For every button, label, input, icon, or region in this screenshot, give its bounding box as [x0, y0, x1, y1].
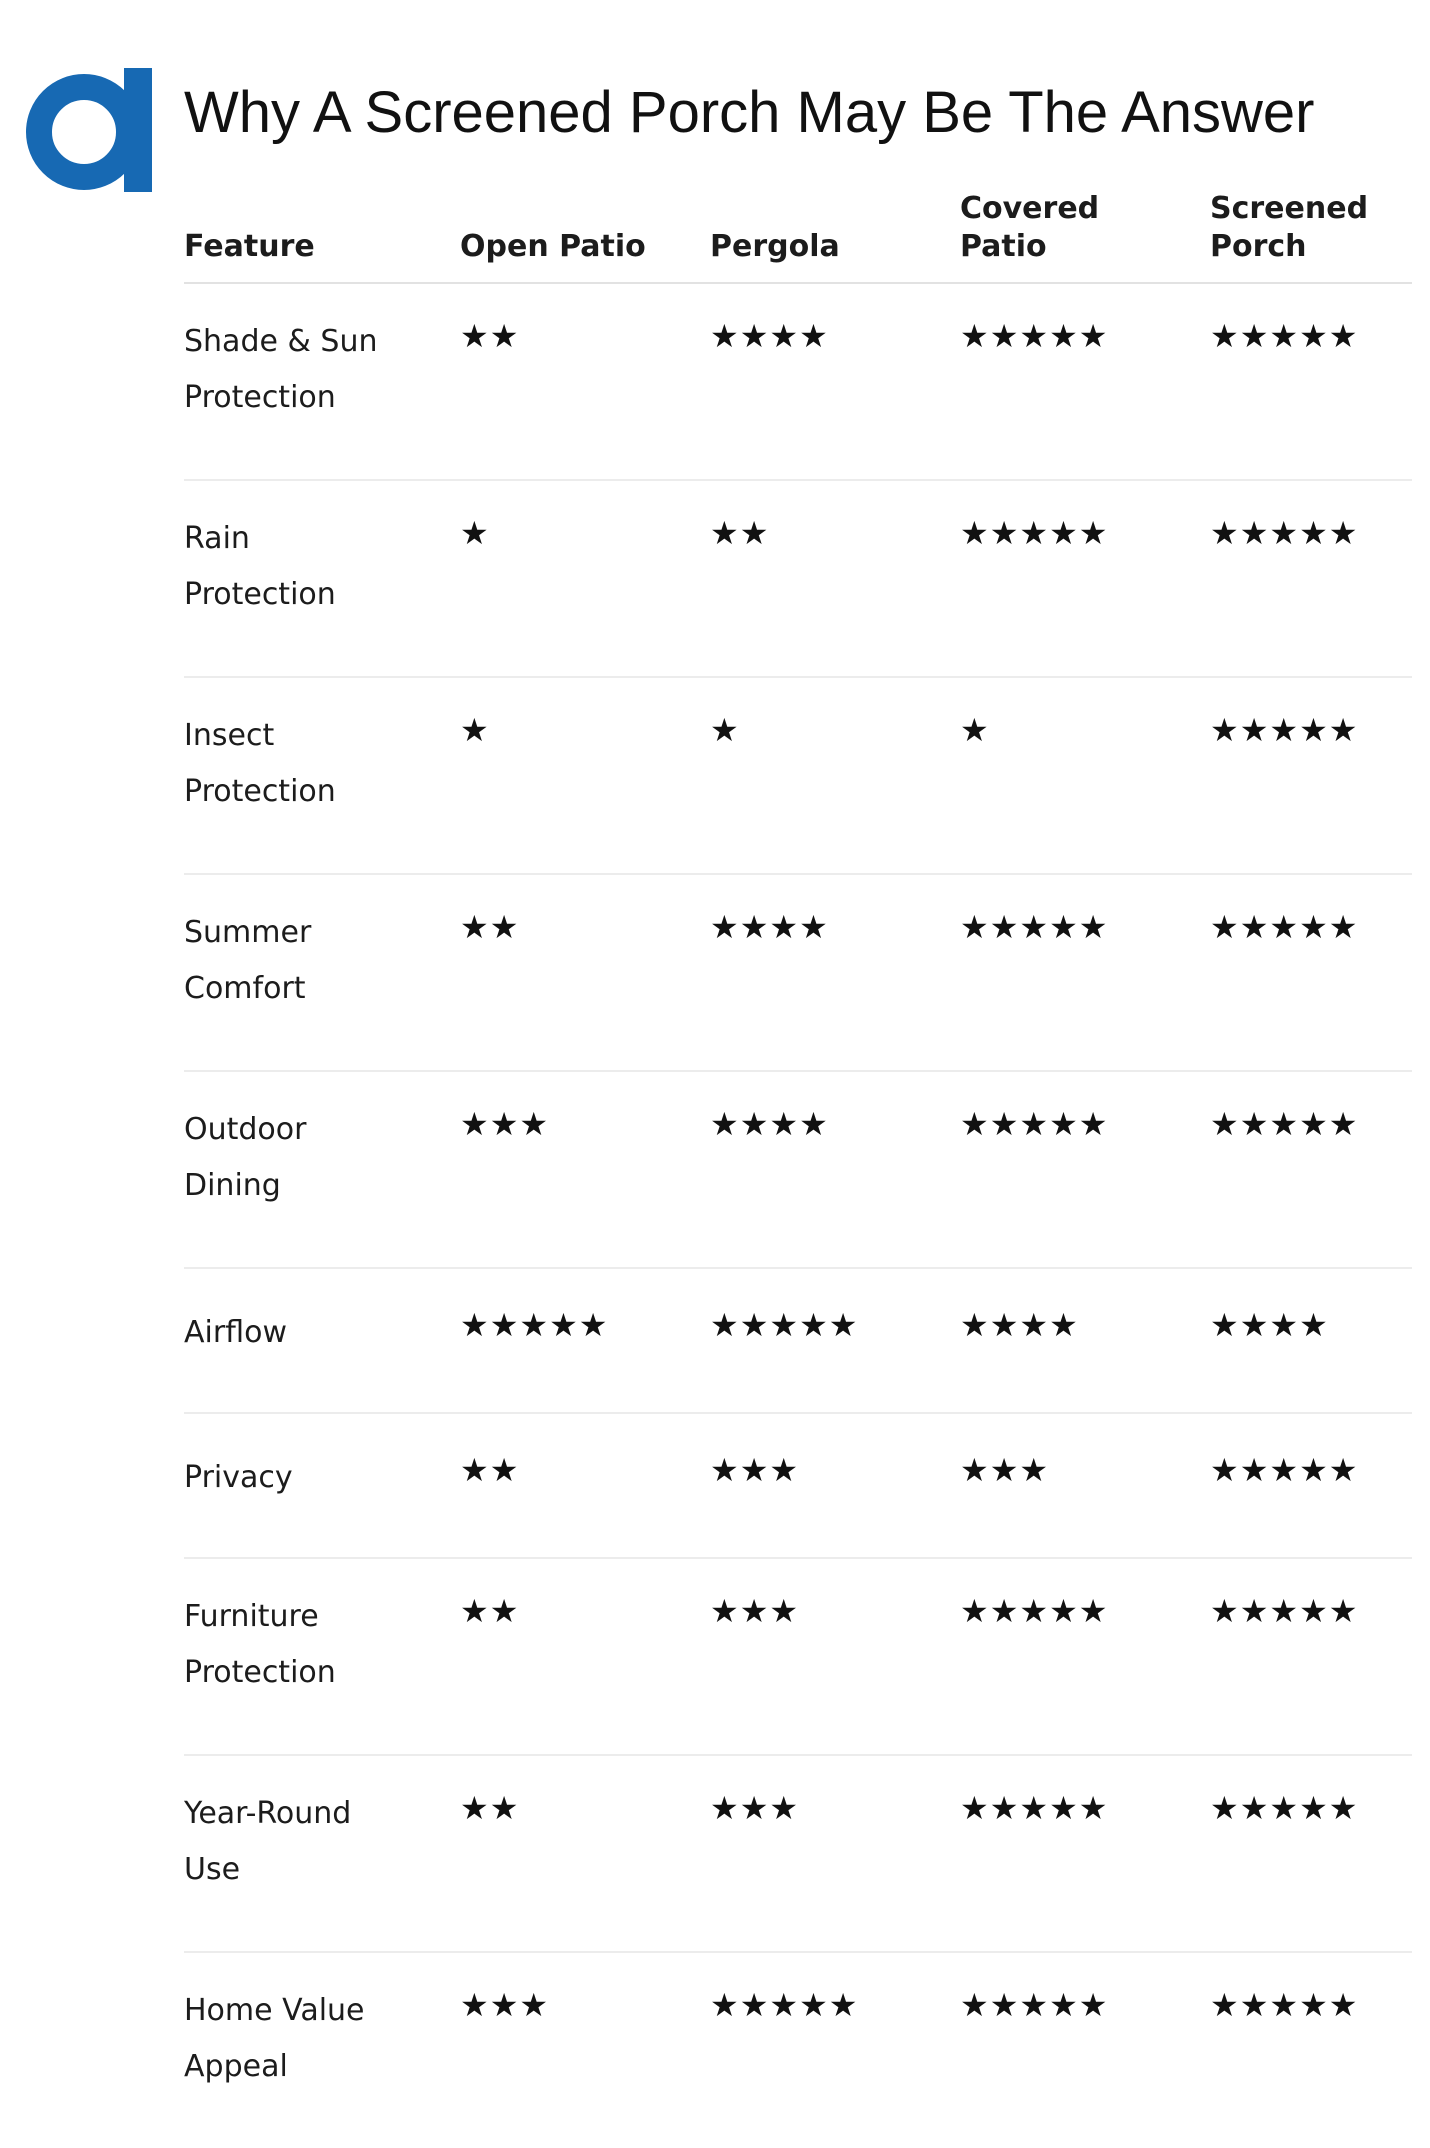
table-row — [184, 1413, 1412, 1558]
star-icon: ★ — [1299, 1986, 1329, 2024]
star-icon: ★ — [460, 1451, 490, 1489]
logo-bowl — [39, 87, 129, 177]
table-row — [184, 480, 1412, 677]
star-icon: ★ — [710, 317, 740, 355]
star-icon: ★ — [1019, 1451, 1050, 1489]
star-icon: ★ — [769, 1592, 800, 1630]
star-icon: ★ — [799, 908, 829, 946]
star-icon: ★ — [519, 1986, 550, 2024]
feature-label: Shade & Sun Protection — [184, 324, 378, 415]
rating-screened-porch — [1210, 283, 1412, 480]
star-icon: ★ — [960, 711, 990, 749]
star-icon: ★ — [710, 1105, 740, 1143]
star-icon: ★ — [1328, 908, 1359, 946]
star-icon: ★ — [1049, 1105, 1079, 1143]
rating-open-patio — [460, 1952, 710, 2148]
star-icon: ★ — [1239, 1105, 1270, 1143]
star-icon: ★ — [1269, 1789, 1300, 1827]
star-icon: ★ — [739, 514, 770, 552]
star-icon: ★ — [710, 1986, 740, 2024]
rating-open-patio — [460, 1558, 710, 1755]
header-screened-porch: Screened Porch — [1210, 190, 1412, 283]
star-icon: ★ — [1269, 1986, 1300, 2024]
star-icon: ★ — [710, 1306, 740, 1344]
star-icon: ★ — [989, 1789, 1020, 1827]
star-icon: ★ — [1019, 1986, 1050, 2024]
star-icon: ★ — [1078, 1986, 1109, 2024]
star-icon: ★ — [960, 1451, 990, 1489]
star-icon: ★ — [769, 1789, 800, 1827]
star-icon: ★ — [489, 1306, 520, 1344]
star-icon: ★ — [960, 1306, 990, 1344]
star-icon: ★ — [1019, 317, 1050, 355]
star-icon: ★ — [989, 908, 1020, 946]
rating-screened-porch — [1210, 677, 1412, 874]
feature-label: Airflow — [184, 1315, 287, 1350]
star-icon: ★ — [1049, 1306, 1079, 1344]
feature-cell — [184, 1413, 460, 1558]
star-icon: ★ — [769, 908, 800, 946]
star-icon: ★ — [489, 1105, 520, 1143]
star-icon: ★ — [960, 1592, 990, 1630]
star-icon: ★ — [739, 317, 770, 355]
star-icon: ★ — [1269, 711, 1300, 749]
star-icon: ★ — [489, 1592, 520, 1630]
star-icon: ★ — [960, 514, 990, 552]
feature-label: Furniture Protection — [184, 1599, 336, 1690]
rating-open-patio — [460, 283, 710, 480]
star-icon: ★ — [460, 1105, 490, 1143]
star-icon: ★ — [1328, 317, 1359, 355]
feature-label: Rain Protection — [184, 521, 336, 612]
star-icon: ★ — [1269, 514, 1300, 552]
rating-screened-porch — [1210, 1413, 1412, 1558]
star-icon: ★ — [989, 1105, 1020, 1143]
star-icon: ★ — [960, 908, 990, 946]
rating-screened-porch — [1210, 1268, 1412, 1413]
table-row — [184, 1268, 1412, 1413]
star-icon: ★ — [769, 1306, 800, 1344]
feature-cell — [184, 1071, 460, 1268]
rating-covered-patio — [960, 283, 1210, 480]
star-icon: ★ — [1210, 317, 1240, 355]
star-icon: ★ — [1049, 1789, 1079, 1827]
star-icon: ★ — [1328, 1986, 1359, 2024]
rating-screened-porch — [1210, 1071, 1412, 1268]
star-icon: ★ — [710, 1789, 740, 1827]
star-icon: ★ — [1049, 317, 1079, 355]
rating-open-patio — [460, 480, 710, 677]
star-icon: ★ — [1049, 1986, 1079, 2024]
rating-covered-patio — [960, 1268, 1210, 1413]
star-icon: ★ — [1239, 908, 1270, 946]
star-icon: ★ — [489, 1789, 520, 1827]
rating-screened-porch — [1210, 1558, 1412, 1755]
star-icon: ★ — [1239, 1789, 1270, 1827]
star-icon: ★ — [739, 1105, 770, 1143]
star-icon: ★ — [710, 1451, 740, 1489]
star-icon: ★ — [460, 1986, 490, 2024]
star-icon: ★ — [1299, 514, 1329, 552]
star-icon: ★ — [1078, 1592, 1109, 1630]
rating-covered-patio — [960, 480, 1210, 677]
feature-cell — [184, 1755, 460, 1952]
table-row — [184, 874, 1412, 1071]
star-icon: ★ — [1078, 317, 1109, 355]
star-icon: ★ — [549, 1306, 579, 1344]
rating-covered-patio — [960, 1413, 1210, 1558]
star-icon: ★ — [1269, 1105, 1300, 1143]
page-title: Why A Screened Porch May Be The Answer — [184, 80, 1315, 145]
table-row — [184, 1558, 1412, 1755]
star-icon: ★ — [1269, 1451, 1300, 1489]
letter-a-logo-icon — [24, 68, 152, 192]
star-icon: ★ — [828, 1306, 859, 1344]
star-icon: ★ — [1269, 1306, 1300, 1344]
star-icon: ★ — [960, 1986, 990, 2024]
rating-pergola — [710, 480, 960, 677]
star-icon: ★ — [769, 1986, 800, 2024]
star-icon: ★ — [1328, 1789, 1359, 1827]
star-icon: ★ — [1239, 1986, 1270, 2024]
star-icon: ★ — [769, 1451, 800, 1489]
table-row — [184, 283, 1412, 480]
star-icon: ★ — [1049, 514, 1079, 552]
feature-label: Year-Round Use — [184, 1796, 352, 1887]
star-icon: ★ — [710, 1592, 740, 1630]
rating-pergola — [710, 1952, 960, 2148]
star-icon: ★ — [1049, 1592, 1079, 1630]
rating-pergola — [710, 1071, 960, 1268]
star-icon: ★ — [1299, 1306, 1329, 1344]
star-icon: ★ — [1049, 908, 1079, 946]
star-icon: ★ — [1210, 908, 1240, 946]
star-icon: ★ — [1019, 1306, 1050, 1344]
star-icon: ★ — [1078, 908, 1109, 946]
feature-cell — [184, 1268, 460, 1413]
star-icon: ★ — [1299, 1105, 1329, 1143]
star-icon: ★ — [989, 1451, 1020, 1489]
star-icon: ★ — [1019, 514, 1050, 552]
star-icon: ★ — [1328, 514, 1359, 552]
star-icon: ★ — [1019, 1105, 1050, 1143]
table-row — [184, 677, 1412, 874]
star-icon: ★ — [1239, 711, 1270, 749]
star-icon: ★ — [1299, 1451, 1329, 1489]
rating-pergola — [710, 1413, 960, 1558]
rating-pergola — [710, 283, 960, 480]
star-icon: ★ — [1269, 1592, 1300, 1630]
feature-label: Insect Protection — [184, 718, 336, 809]
header-covered-patio: Covered Patio — [960, 190, 1210, 283]
star-icon: ★ — [1239, 1592, 1270, 1630]
star-icon: ★ — [799, 1986, 829, 2024]
star-icon: ★ — [799, 1306, 829, 1344]
star-icon: ★ — [1269, 317, 1300, 355]
star-icon: ★ — [1210, 1986, 1240, 2024]
star-icon: ★ — [460, 317, 490, 355]
table-row — [184, 1755, 1412, 1952]
rating-covered-patio — [960, 677, 1210, 874]
star-icon: ★ — [960, 1105, 990, 1143]
star-icon: ★ — [989, 514, 1020, 552]
star-icon: ★ — [989, 317, 1020, 355]
star-icon: ★ — [769, 1105, 800, 1143]
star-icon: ★ — [739, 1592, 770, 1630]
star-icon: ★ — [489, 1986, 520, 2024]
rating-screened-porch — [1210, 874, 1412, 1071]
rating-covered-patio — [960, 1952, 1210, 2148]
rating-screened-porch — [1210, 1755, 1412, 1952]
star-icon: ★ — [1328, 1451, 1359, 1489]
star-icon: ★ — [1328, 1592, 1359, 1630]
star-icon: ★ — [1239, 1451, 1270, 1489]
star-icon: ★ — [828, 1986, 859, 2024]
rating-open-patio — [460, 1071, 710, 1268]
star-icon: ★ — [460, 711, 490, 749]
feature-label: Home Value Appeal — [184, 1993, 365, 2084]
star-icon: ★ — [1210, 1105, 1240, 1143]
rating-screened-porch — [1210, 1952, 1412, 2148]
star-icon: ★ — [1078, 514, 1109, 552]
star-icon: ★ — [739, 1451, 770, 1489]
feature-label: Outdoor Dining — [184, 1112, 307, 1203]
feature-label: Privacy — [184, 1460, 293, 1495]
star-icon: ★ — [1210, 1592, 1240, 1630]
star-icon: ★ — [739, 908, 770, 946]
star-icon: ★ — [519, 1105, 550, 1143]
rating-covered-patio — [960, 1558, 1210, 1755]
header-pergola: Pergola — [710, 190, 960, 283]
rating-covered-patio — [960, 1755, 1210, 1952]
star-icon: ★ — [1239, 317, 1270, 355]
star-icon: ★ — [1019, 1592, 1050, 1630]
star-icon: ★ — [739, 1789, 770, 1827]
feature-cell — [184, 283, 460, 480]
rating-pergola — [710, 1268, 960, 1413]
star-icon: ★ — [460, 1306, 490, 1344]
rating-open-patio — [460, 1268, 710, 1413]
star-icon: ★ — [1299, 1789, 1329, 1827]
star-icon: ★ — [1210, 1789, 1240, 1827]
rating-pergola — [710, 677, 960, 874]
star-icon: ★ — [1019, 908, 1050, 946]
star-icon: ★ — [710, 514, 740, 552]
star-icon: ★ — [489, 317, 520, 355]
star-icon: ★ — [1210, 1306, 1240, 1344]
header-row — [184, 190, 1412, 283]
rating-open-patio — [460, 1413, 710, 1558]
star-icon: ★ — [769, 317, 800, 355]
star-icon: ★ — [989, 1306, 1020, 1344]
star-icon: ★ — [710, 908, 740, 946]
star-icon: ★ — [489, 1451, 520, 1489]
feature-cell — [184, 480, 460, 677]
rating-open-patio — [460, 874, 710, 1071]
star-icon: ★ — [1328, 711, 1359, 749]
star-icon: ★ — [1019, 1789, 1050, 1827]
star-icon: ★ — [960, 1789, 990, 1827]
star-icon: ★ — [1269, 908, 1300, 946]
star-icon: ★ — [960, 317, 990, 355]
star-icon: ★ — [519, 1306, 550, 1344]
star-icon: ★ — [739, 1306, 770, 1344]
star-icon: ★ — [710, 711, 740, 749]
star-icon: ★ — [460, 1789, 490, 1827]
feature-label: Summer Comfort — [184, 915, 312, 1006]
header-open-patio: Open Patio — [460, 190, 710, 283]
feature-cell — [184, 874, 460, 1071]
rating-pergola — [710, 1558, 960, 1755]
star-icon: ★ — [799, 317, 829, 355]
comparison-table — [184, 190, 1412, 2148]
star-icon: ★ — [1239, 1306, 1270, 1344]
star-icon: ★ — [1210, 711, 1240, 749]
star-icon: ★ — [1239, 514, 1270, 552]
feature-cell — [184, 1558, 460, 1755]
rating-open-patio — [460, 677, 710, 874]
star-icon: ★ — [1210, 1451, 1240, 1489]
rating-pergola — [710, 1755, 960, 1952]
star-icon: ★ — [578, 1306, 609, 1344]
star-icon: ★ — [989, 1592, 1020, 1630]
star-icon: ★ — [1299, 711, 1329, 749]
star-icon: ★ — [460, 908, 490, 946]
star-icon: ★ — [1299, 317, 1329, 355]
star-icon: ★ — [460, 514, 490, 552]
star-icon: ★ — [989, 1986, 1020, 2024]
feature-cell — [184, 677, 460, 874]
star-icon: ★ — [799, 1105, 829, 1143]
rating-covered-patio — [960, 874, 1210, 1071]
star-icon: ★ — [460, 1592, 490, 1630]
star-icon: ★ — [1299, 908, 1329, 946]
star-icon: ★ — [739, 1986, 770, 2024]
feature-cell — [184, 1952, 460, 2148]
star-icon: ★ — [1328, 1105, 1359, 1143]
table-row — [184, 1071, 1412, 1268]
rating-screened-porch — [1210, 480, 1412, 677]
rating-pergola — [710, 874, 960, 1071]
rating-open-patio — [460, 1755, 710, 1952]
rating-covered-patio — [960, 1071, 1210, 1268]
table-row — [184, 1952, 1412, 2148]
star-icon: ★ — [1078, 1789, 1109, 1827]
star-icon: ★ — [1299, 1592, 1329, 1630]
star-icon: ★ — [489, 908, 520, 946]
logo-stem — [124, 68, 152, 192]
star-icon: ★ — [1078, 1105, 1109, 1143]
star-icon: ★ — [1210, 514, 1240, 552]
header-feature: Feature — [184, 190, 460, 283]
